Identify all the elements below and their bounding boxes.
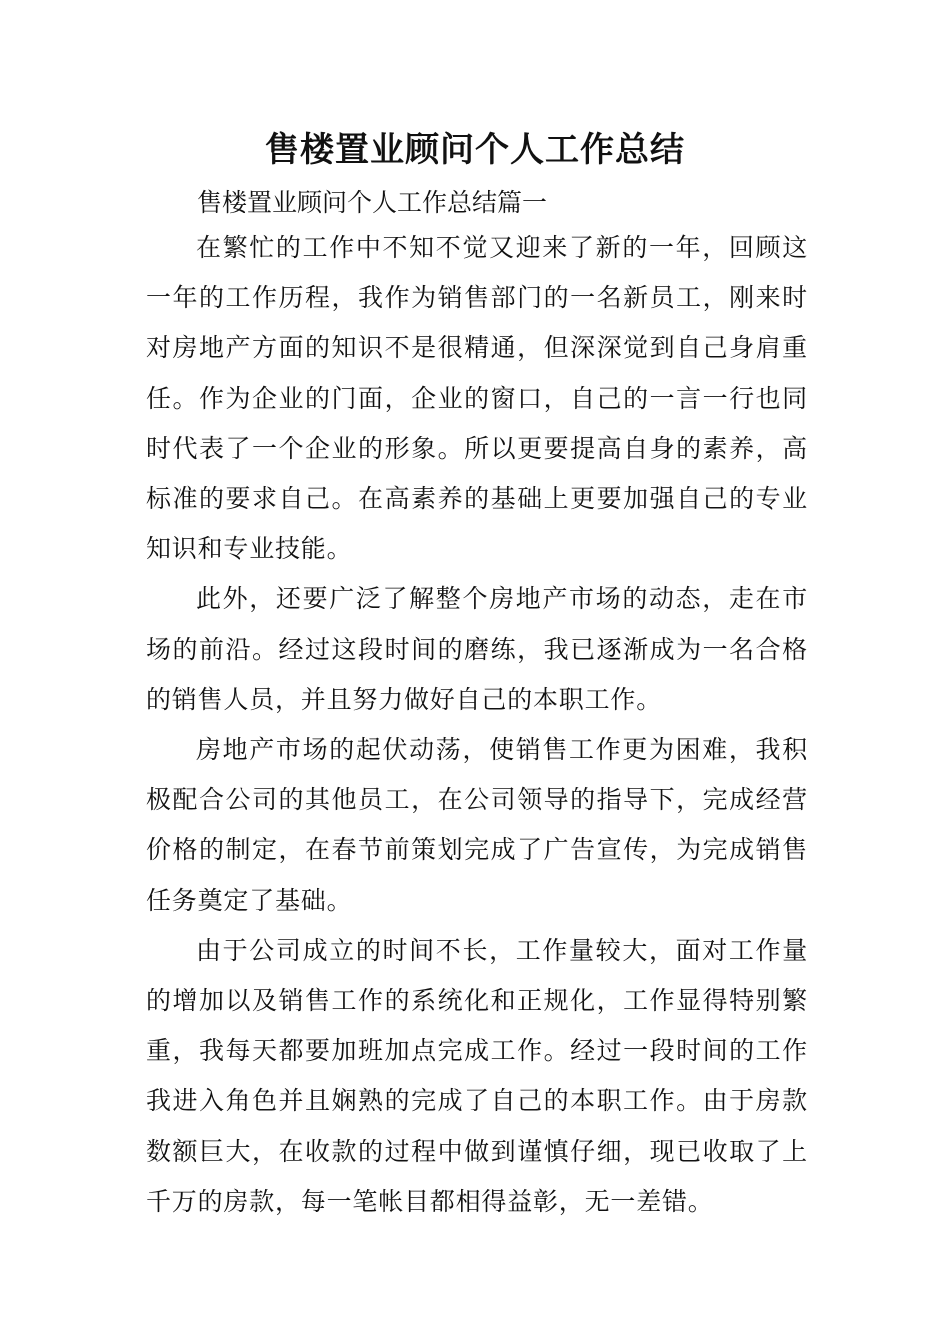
paragraph-1: 在繁忙的工作中不知不觉又迎来了新的一年，回顾这一年的工作历程，我作为销售部门的一名新员工，刚来时对房地产方面的知识不是很精通，但深深觉到自己身肩重任。作为企业的门面，企业的窗口，自己的一言一行也同时代表了一个企业的形象。所以更要提高自身的素养，高标准的要求自己。在高素养的基础上更要加强自己的专业知识和专业技能。 [146,233,808,564]
document-title: 售楼置业顾问个人工作总结 [265,130,685,170]
section-heading: 售楼置业顾问个人工作总结篇一 [197,188,548,217]
paragraph-3: 房地产市场的起伏动荡，使销售工作更为困难，我积极配合公司的其他员工，在公司领导的指导下，完成经营价格的制定，在春节前策划完成了广告宣传，为完成销售任务奠定了基础。 [146,735,808,915]
paragraph-4: 由于公司成立的时间不长，工作量较大，面对工作量的增加以及销售工作的系统化和正规化，工作显得特别繁重，我每天都要加班加点完成工作。经过一段时间的工作我进入角色并且娴熟的完成了自己的本职工作。由于房款数额巨大，在收款的过程中做到谨慎仔细，现已收取了上千万的房款，每一笔帐目都相得益彰，无一差错。 [146,935,808,1216]
document-body [146,223,808,1227]
paragraph-2: 此外，还要广泛了解整个房地产市场的动态，走在市场的前沿。经过这段时间的磨练，我已逐渐成为一名合格的销售人员，并且努力做好自己的本职工作。 [146,584,808,714]
